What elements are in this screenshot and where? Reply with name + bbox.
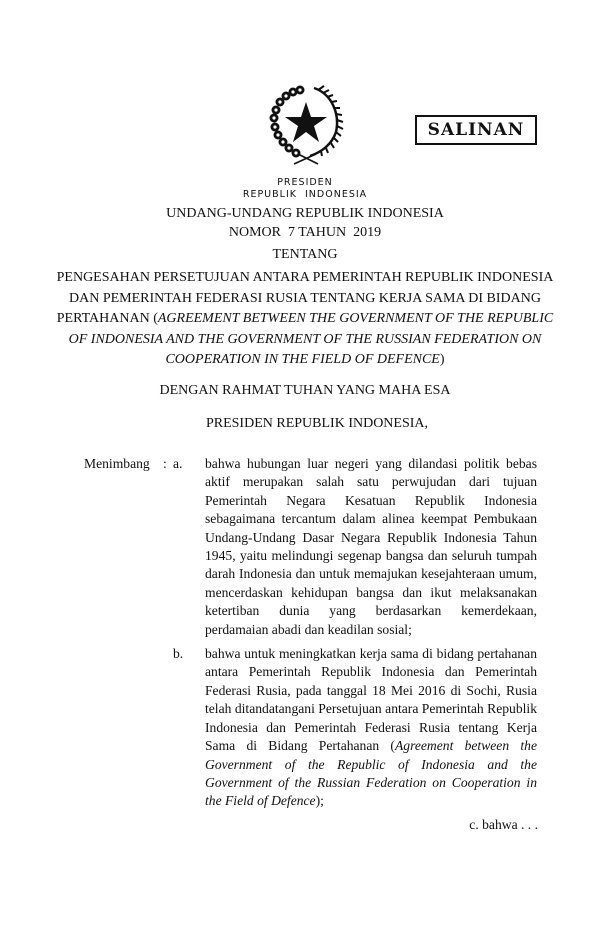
page-catchword: c. bahwa . . . <box>469 817 538 832</box>
item-text-plain: bahwa untuk meningkatkan kerja sama di bidang pertahanan antara Pemerintah Republik Indonesia dan Pemerintah Federasi Rusia, pada tanggal 18 Mei 2016 di Sochi, Rusia telah ditandatangani Persetujuan antara Pemerintah Republik Indonesia dan Pemerintah Federasi Rusia tentang Kerja Sama di Bidang Pertahanan ( <box>205 646 537 754</box>
considering-colon: : <box>163 456 167 471</box>
considering-section <box>84 455 540 811</box>
title-line <box>52 268 558 289</box>
title-line <box>52 309 558 330</box>
office-line-republik: REPUBLIK INDONESIA <box>242 189 368 200</box>
title-italic-text: OF INDONESIA AND THE GOVERNMENT OF THE RUSSIAN FEDERATION ON <box>68 331 542 347</box>
considering-label: Menimbang <box>84 456 150 471</box>
title-text: PERTAHANAN ( <box>56 311 158 326</box>
item-letter: b. <box>173 646 184 662</box>
considering-item-a <box>84 455 540 639</box>
title-text: PENGESAHAN PERSETUJUAN ANTARA PEMERINTAH REPUBLIK INDONESIA <box>56 270 554 285</box>
title-line <box>52 350 558 371</box>
presidential-emblem-icon <box>266 80 344 168</box>
title-line <box>52 330 558 351</box>
title-italic-text: AGREEMENT BETWEEN THE GOVERNMENT OF THE REPUBLIC <box>157 311 554 326</box>
title-text: ) <box>439 352 445 367</box>
office-line-presiden: PRESIDEN <box>277 177 333 188</box>
authority: PRESIDEN REPUBLIK INDONESIA, <box>205 416 429 431</box>
law-title <box>52 268 558 371</box>
salinan-stamp: SALINAN <box>415 115 537 145</box>
item-text-suffix: ); <box>315 793 324 809</box>
law-number: NOMOR 7 TAHUN 2019 <box>228 225 382 240</box>
item-text-italic: Agreement between the Government of the Republic of Indonesia and the Government of the Russian Federation on Cooperation in the Field of Defence <box>205 738 537 809</box>
item-text: bahwa hubungan luar negeri yang dilandasi politik bebas aktif merupakan salah satu perwujudan dari tujuan Pemerintah Negara Kesatuan Republik Indonesia sebagaimana tercantum dalam alinea keempat Pembukaan Undang-Undang Dasar Negara Republik Indonesia Tahun 1945, yaitu melindungi segenap bangsa dan seluruh tumpah darah Indonesia dan untuk memajukan kesejahteraan umum, mencerdaskan kehidupan bangsa dan ikut melaksanakan ketertiban dunia yang berdasarkan kemerdekaan, perdamaian abadi dan keadilan sosial; <box>205 456 537 637</box>
title-line <box>52 289 558 310</box>
considering-item-b <box>84 645 540 811</box>
item-text <box>205 645 537 811</box>
law-type: UNDANG-UNDANG REPUBLIK INDONESIA <box>166 206 444 221</box>
title-text: DAN PEMERINTAH FEDERASI RUSIA TENTANG KERJA SAMA DI BIDANG <box>69 290 541 306</box>
item-letter: a. <box>173 456 183 471</box>
title-italic-text: COOPERATION IN THE FIELD OF DEFENCE <box>165 352 440 367</box>
law-about: TENTANG <box>272 247 338 262</box>
invocation: DENGAN RAHMAT TUHAN YANG MAHA ESA <box>159 383 451 398</box>
